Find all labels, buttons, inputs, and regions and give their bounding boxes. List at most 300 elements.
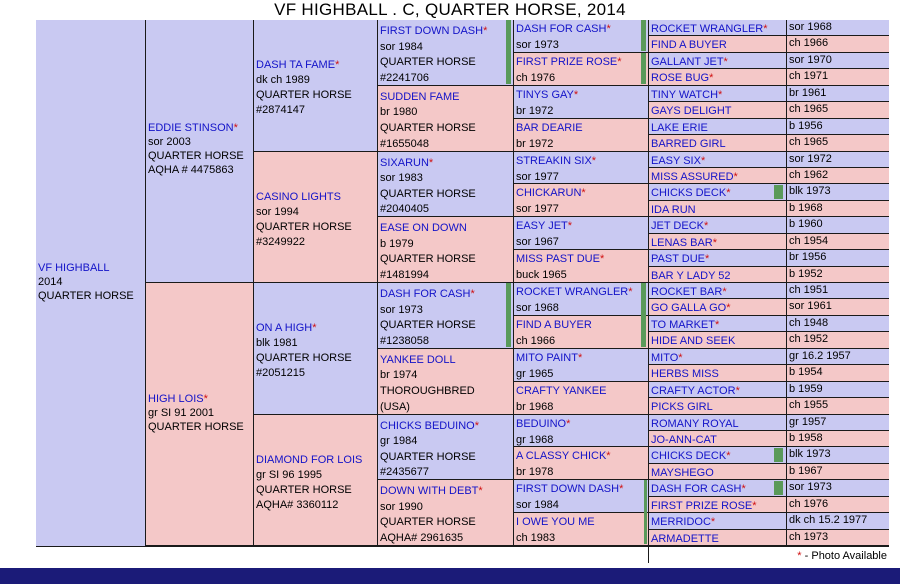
horse-name-link[interactable]: GALLANT JET xyxy=(651,55,724,68)
gen5-ancestor-name-cell xyxy=(649,497,786,512)
gen4-ancestor-cell xyxy=(514,316,648,348)
inbreeding-marker-bar xyxy=(641,283,646,347)
horse-info: AQHA# 2961635 xyxy=(380,532,464,545)
photo-available-star-icon: * xyxy=(619,483,624,496)
gen5-ancestor-name-cell xyxy=(649,53,786,68)
horse-name-link[interactable]: FIND A BUYER xyxy=(516,318,592,331)
horse-info: sor 1973 xyxy=(789,481,832,494)
horse-info: sor 2003 xyxy=(148,136,191,148)
horse-info: br 1961 xyxy=(789,86,827,99)
horse-info: blk 1973 xyxy=(789,185,831,198)
horse-info: dk ch 1989 xyxy=(256,74,310,86)
horse-name-link[interactable]: TINYS GAY xyxy=(516,88,574,101)
parent-cell xyxy=(146,20,253,282)
horse-name-link[interactable]: ROCKET BAR xyxy=(651,286,723,298)
gen5-ancestor-info-cell xyxy=(787,234,889,249)
gen5-ancestor-info-cell xyxy=(787,102,889,117)
horse-info: QUARTER HORSE xyxy=(380,319,476,332)
photo-available-star-icon: * xyxy=(678,351,683,364)
gen5-ancestor-name-cell xyxy=(649,234,786,249)
horse-name-link[interactable]: EASY SIX xyxy=(651,154,701,167)
photo-available-star-icon: * xyxy=(573,88,579,101)
photo-available-star-icon: * xyxy=(752,499,757,512)
gen5-ancestor-info-cell xyxy=(787,299,889,314)
horse-info: ch 1971 xyxy=(789,70,829,83)
horse-info: ch 1948 xyxy=(789,316,829,329)
horse-info: gr 1984 xyxy=(380,435,418,448)
gen5-ancestor-info-cell xyxy=(787,119,889,134)
gen5-ancestor-info-cell xyxy=(787,480,889,495)
great-grandparent-cell xyxy=(378,86,513,151)
horse-name-link[interactable]: MITO PAINT xyxy=(516,351,578,364)
gen4-ancestor-cell xyxy=(514,415,648,447)
inbreeding-marker-bar xyxy=(774,448,783,461)
horse-info: sor 1977 xyxy=(516,203,559,216)
horse-name-link[interactable]: HIDE AND SEEK xyxy=(651,335,736,348)
gen5-ancestor-info-cell xyxy=(787,382,889,397)
gen5-ancestor-name-cell xyxy=(649,447,786,462)
gen5-ancestor-info-cell xyxy=(787,69,889,84)
photo-available-star-icon: * xyxy=(718,88,723,101)
horse-info: gr 1957 xyxy=(789,415,827,428)
horse-name-link[interactable]: DIAMOND FOR LOIS xyxy=(256,453,363,466)
gen5-ancestor-name-cell xyxy=(649,382,786,397)
gen5-ancestor-name-cell xyxy=(649,431,786,446)
horse-info: buck 1965 xyxy=(516,269,567,282)
gen5-ancestor-info-cell xyxy=(787,184,889,199)
horse-info: ch 1976 xyxy=(516,71,556,84)
horse-name-link[interactable]: FIRST DOWN DASH xyxy=(516,483,620,496)
inbreeding-marker-bar xyxy=(774,481,783,494)
horse-info: blk 1973 xyxy=(789,448,831,461)
horse-info: QUARTER HORSE xyxy=(380,516,476,529)
gen4-ancestor-cell xyxy=(514,184,648,216)
gen5-ancestor-name-cell xyxy=(649,283,786,298)
photo-available-star-icon: * xyxy=(703,220,709,233)
horse-info: sor 1983 xyxy=(380,172,423,185)
horse-name-link[interactable]: MISS ASSURED xyxy=(651,170,734,183)
gen5-ancestor-info-cell xyxy=(787,53,889,68)
gen5-ancestor-info-cell xyxy=(787,20,889,35)
gen5-ancestor-name-cell xyxy=(649,398,786,413)
horse-info: (USA) xyxy=(380,400,410,413)
grandparent-cell xyxy=(254,415,377,546)
horse-name-link[interactable]: SIXARUN xyxy=(380,156,429,169)
gen4-ancestor-cell xyxy=(514,250,648,282)
gen4-ancestor-cell xyxy=(514,283,648,315)
horse-name-link[interactable]: ROMANY ROYAL xyxy=(651,417,739,430)
horse-name-link[interactable]: MERRIDOC xyxy=(651,516,711,529)
horse-name-link[interactable]: DASH TA FAME xyxy=(256,59,336,71)
gen5-ancestor-name-cell xyxy=(649,480,786,495)
horse-name-link[interactable]: EASY JET xyxy=(516,220,568,233)
horse-name-link[interactable]: FIRST PRIZE ROSE xyxy=(651,499,753,512)
gen5-ancestor-name-cell xyxy=(649,217,786,232)
horse-info: 2014 xyxy=(38,276,63,288)
horse-name-link[interactable]: BAR Y LADY 52 xyxy=(651,269,731,282)
gen5-ancestor-name-cell xyxy=(649,267,786,282)
photo-available-star-icon: * xyxy=(722,286,727,298)
horse-name-link[interactable]: ON A HIGH xyxy=(256,322,313,334)
horse-info: sor 1977 xyxy=(516,170,559,183)
inbreeding-marker-bar xyxy=(506,20,511,84)
gen4-ancestor-cell xyxy=(514,119,648,151)
horse-info: ch 1965 xyxy=(789,103,829,116)
page-title: VF HIGHBALL . C, QUARTER HORSE, 2014 xyxy=(274,0,626,19)
horse-info: br 1972 xyxy=(516,137,554,150)
horse-info: sor 1968 xyxy=(789,21,832,33)
gen4-ancestor-cell xyxy=(514,86,648,118)
horse-info: sor 1973 xyxy=(516,39,559,51)
gen4-ancestor-cell xyxy=(514,349,648,381)
gen5-ancestor-info-cell xyxy=(787,152,889,167)
inbreeding-marker-bar xyxy=(644,480,647,544)
gen5-ancestor-name-cell xyxy=(649,152,786,167)
gen5-ancestor-name-cell xyxy=(649,332,786,347)
horse-name-link[interactable]: TO MARKET xyxy=(651,318,715,331)
inbreeding-marker-bar xyxy=(774,185,783,198)
gen5-ancestor-name-cell xyxy=(649,201,786,216)
photo-available-star-icon: * xyxy=(483,25,488,37)
horse-info: #3249922 xyxy=(256,235,305,248)
gen5-ancestor-name-cell xyxy=(649,135,786,150)
photo-available-star-icon: * xyxy=(705,253,710,266)
footer-blank-cell xyxy=(36,547,648,563)
horse-info: ch 1973 xyxy=(789,530,829,543)
horse-info: dk ch 15.2 1977 xyxy=(789,514,868,527)
photo-available-star-icon: * xyxy=(599,253,605,266)
horse-info: sor 1970 xyxy=(789,53,832,66)
horse-info: ch 1965 xyxy=(789,136,829,149)
horse-info: gr SI 91 2001 xyxy=(148,407,215,419)
gen4-ancestor-cell xyxy=(514,480,648,512)
gen5-ancestor-info-cell xyxy=(787,332,889,347)
photo-available-star-icon: * xyxy=(203,393,208,405)
photo-available-star-icon: * xyxy=(567,220,573,233)
horse-info: QUARTER HORSE xyxy=(380,450,476,463)
gen4-ancestor-cell xyxy=(514,152,648,184)
bottom-band xyxy=(0,568,900,584)
horse-name-link[interactable]: BEDUINO xyxy=(516,417,567,430)
horse-name-link[interactable]: PICKS GIRL xyxy=(651,401,713,414)
horse-name-link[interactable]: CHICKARUN xyxy=(516,187,582,200)
gen4-ancestor-cell xyxy=(514,53,648,85)
gen5-ancestor-info-cell xyxy=(787,217,889,232)
photo-available-star-icon: * xyxy=(428,156,434,169)
horse-info: sor 1968 xyxy=(516,302,559,314)
gen5-ancestor-info-cell xyxy=(787,250,889,265)
gen5-ancestor-name-cell xyxy=(649,415,786,430)
gen5-ancestor-info-cell xyxy=(787,464,889,479)
great-grandparent-cell xyxy=(378,415,513,480)
photo-available-star-icon: * xyxy=(714,318,720,331)
gen5-ancestor-info-cell xyxy=(787,135,889,150)
horse-info: AQHA# 3360112 xyxy=(256,498,339,511)
gen5-ancestor-name-cell xyxy=(649,184,786,199)
gen5-ancestor-info-cell xyxy=(787,365,889,380)
gen5-ancestor-name-cell xyxy=(649,299,786,314)
photo-available-star-icon: * xyxy=(233,122,238,134)
photo-available-star-icon: * xyxy=(726,187,731,200)
grandparent-cell xyxy=(254,20,377,151)
horse-name-link[interactable]: GO GALLA GO xyxy=(651,302,727,315)
gen5-ancestor-info-cell xyxy=(787,283,889,298)
grandparent-cell xyxy=(254,283,377,414)
photo-available-star-icon: * xyxy=(474,419,480,432)
horse-info: gr 1965 xyxy=(516,367,554,380)
gen5-ancestor-info-cell xyxy=(787,497,889,512)
horse-info: b 1960 xyxy=(789,218,823,231)
horse-info: #2874147 xyxy=(256,104,305,116)
gen4-ancestor-cell xyxy=(514,20,648,52)
photo-available-star-icon: * xyxy=(478,485,483,498)
horse-name-link[interactable]: CHICKS DECK xyxy=(651,450,727,463)
horse-name-link[interactable]: DASH FOR CASH xyxy=(651,483,742,496)
gen5-ancestor-name-cell xyxy=(649,530,786,545)
photo-available-star-icon: * xyxy=(797,550,802,562)
horse-info: br 1978 xyxy=(516,466,554,479)
horse-name-link[interactable]: DASH FOR CASH xyxy=(380,288,471,300)
horse-name-link[interactable]: SUDDEN FAME xyxy=(380,90,460,103)
pedigree-table xyxy=(36,20,889,563)
horse-info: ch 1962 xyxy=(789,168,829,181)
photo-available-star-icon: * xyxy=(577,351,583,364)
horse-name-link[interactable]: ROCKET WRANGLER xyxy=(651,23,764,35)
horse-info: b 1968 xyxy=(789,201,823,214)
gen5-ancestor-info-cell xyxy=(787,513,889,528)
horse-name-link[interactable]: YANKEE DOLL xyxy=(380,353,456,366)
photo-available-star-icon: * xyxy=(606,23,611,35)
horse-info: b 1954 xyxy=(789,366,823,379)
photo-available-star-icon: * xyxy=(735,384,740,397)
horse-name-link[interactable]: ROCKET WRANGLER xyxy=(516,286,629,298)
horse-info: QUARTER HORSE xyxy=(256,352,352,364)
horse-info: b 1967 xyxy=(789,464,823,477)
horse-info: #1238058 xyxy=(380,334,429,347)
horse-name-link[interactable]: DASH FOR CASH xyxy=(516,23,607,35)
photo-available-star-icon: * xyxy=(726,302,731,315)
horse-name-link[interactable]: I OWE YOU ME xyxy=(516,516,595,529)
horse-name-link[interactable]: IDA RUN xyxy=(651,203,696,216)
horse-info: sor 1973 xyxy=(380,303,423,316)
horse-info: ch 1952 xyxy=(789,333,829,346)
photo-available-star-icon: * xyxy=(617,55,622,68)
gen5-ancestor-info-cell xyxy=(787,201,889,216)
horse-name-link[interactable]: HIGH LOIS xyxy=(148,393,204,405)
gen5-ancestor-info-cell xyxy=(787,86,889,101)
gen5-ancestor-info-cell xyxy=(787,530,889,545)
horse-info: b 1958 xyxy=(789,431,823,444)
horse-name-link[interactable]: BAR DEARIE xyxy=(516,121,583,134)
photo-available-star-icon: * xyxy=(606,450,611,463)
inbreeding-marker-bar xyxy=(641,20,646,51)
horse-info: QUARTER HORSE xyxy=(380,56,476,69)
horse-name-link[interactable]: JO-ANN-CAT xyxy=(651,433,717,446)
horse-info: AQHA # 4475863 xyxy=(148,164,234,176)
gen5-ancestor-name-cell xyxy=(649,250,786,265)
horse-info: QUARTER HORSE xyxy=(256,220,352,233)
gen5-ancestor-name-cell xyxy=(649,20,786,35)
horse-info: blk 1981 xyxy=(256,337,298,349)
great-grandparent-cell xyxy=(378,480,513,545)
horse-name-link[interactable]: FIND A BUYER xyxy=(651,39,727,52)
horse-name-link[interactable]: EDDIE STINSON xyxy=(148,122,234,134)
gen5-ancestor-name-cell xyxy=(649,316,786,331)
photo-available-legend-text: - Photo Available xyxy=(801,550,887,562)
horse-info: QUARTER HORSE xyxy=(256,483,352,496)
horse-info: QUARTER HORSE xyxy=(256,89,352,101)
horse-info: ch 1954 xyxy=(789,234,829,247)
photo-available-star-icon: * xyxy=(566,417,571,430)
gen5-ancestor-info-cell xyxy=(787,36,889,51)
horse-info: gr SI 96 1995 xyxy=(256,468,323,481)
horse-info: sor 1990 xyxy=(380,500,423,513)
horse-info: ch 1966 xyxy=(789,37,829,50)
horse-info: b 1952 xyxy=(789,267,823,280)
gen5-ancestor-name-cell xyxy=(649,86,786,101)
horse-info: #2435677 xyxy=(380,466,429,479)
horse-info: sor 1967 xyxy=(516,236,559,249)
horse-name-link[interactable]: PAST DUE xyxy=(651,253,705,266)
gen5-ancestor-name-cell xyxy=(649,513,786,528)
horse-name-link[interactable]: A CLASSY CHICK xyxy=(516,450,607,463)
great-grandparent-cell xyxy=(378,283,513,348)
photo-available-star-icon: * xyxy=(581,187,586,200)
photo-available-star-icon: * xyxy=(470,288,475,300)
footer-photo-legend xyxy=(649,547,889,563)
photo-available-star-icon: * xyxy=(628,286,633,298)
gen5-ancestor-name-cell xyxy=(649,464,786,479)
gen5-ancestor-name-cell xyxy=(649,168,786,183)
photo-available-star-icon: * xyxy=(712,236,718,249)
gen5-ancestor-name-cell xyxy=(649,36,786,51)
gen5-ancestor-info-cell xyxy=(787,447,889,462)
horse-name-link[interactable]: JET DECK xyxy=(651,220,704,233)
gen5-ancestor-info-cell xyxy=(787,267,889,282)
horse-info: QUARTER HORSE xyxy=(380,121,476,134)
horse-name-link[interactable]: STREAKIN SIX xyxy=(516,154,592,167)
horse-info: b 1959 xyxy=(789,382,823,395)
horse-info: sor 1972 xyxy=(789,152,832,165)
parent-cell xyxy=(146,283,253,545)
photo-available-star-icon: * xyxy=(733,170,738,183)
horse-info: THOROUGHBRED xyxy=(380,384,475,397)
gen4-ancestor-cell xyxy=(514,513,648,545)
horse-info: QUARTER HORSE xyxy=(380,253,476,266)
great-grandparent-cell xyxy=(378,349,513,414)
photo-available-star-icon: * xyxy=(710,516,716,529)
horse-name-link[interactable]: CHICKS DECK xyxy=(651,187,727,200)
horse-name-link[interactable]: ROSE BUG xyxy=(651,72,710,85)
horse-info: ch 1951 xyxy=(789,284,829,296)
gen5-ancestor-info-cell xyxy=(787,349,889,364)
horse-name-link[interactable]: DOWN WITH DEBT xyxy=(380,485,479,498)
horse-info: ch 1976 xyxy=(789,497,829,510)
horse-name-link[interactable]: FIRST PRIZE ROSE xyxy=(516,55,618,68)
inbreeding-marker-bar xyxy=(641,53,646,84)
photo-available-star-icon: * xyxy=(335,59,340,71)
great-grandparent-cell xyxy=(378,217,513,282)
great-grandparent-cell xyxy=(378,20,513,85)
photo-available-star-icon: * xyxy=(741,483,746,496)
horse-name-link[interactable]: GAYS DELIGHT xyxy=(651,105,732,118)
horse-info: QUARTER HORSE xyxy=(148,421,244,433)
photo-available-star-icon: * xyxy=(763,23,768,35)
horse-info: br 1974 xyxy=(380,369,418,382)
photo-available-star-icon: * xyxy=(700,154,706,167)
photo-available-star-icon: * xyxy=(726,450,731,463)
horse-name-link[interactable]: CASINO LIGHTS xyxy=(256,190,341,203)
horse-info: #2040405 xyxy=(380,203,429,216)
horse-info: ch 1966 xyxy=(516,334,556,347)
subject-horse-cell xyxy=(36,20,145,546)
horse-name-link[interactable]: TINY WATCH xyxy=(651,88,719,101)
photo-available-star-icon: * xyxy=(591,154,597,167)
horse-info: br 1956 xyxy=(789,251,827,264)
horse-info: sor 1961 xyxy=(789,300,832,313)
horse-name-link[interactable]: MITO xyxy=(651,351,679,364)
horse-info: br 1968 xyxy=(516,400,554,413)
horse-info: QUARTER HORSE xyxy=(38,290,134,302)
horse-info: gr 1968 xyxy=(516,433,554,446)
horse-info: #1481994 xyxy=(380,269,429,282)
horse-info: b 1956 xyxy=(789,119,823,132)
gen5-ancestor-name-cell xyxy=(649,365,786,380)
horse-name-link[interactable]: ARMADETTE xyxy=(651,532,719,545)
horse-name-link[interactable]: HERBS MISS xyxy=(651,368,719,381)
photo-available-star-icon: * xyxy=(709,72,714,85)
horse-info: ch 1983 xyxy=(516,532,556,545)
gen4-ancestor-cell xyxy=(514,382,648,414)
horse-info: #1655048 xyxy=(380,137,429,150)
gen5-ancestor-info-cell xyxy=(787,431,889,446)
horse-name-link[interactable]: VF HIGHBALL xyxy=(38,262,110,274)
horse-info: QUARTER HORSE xyxy=(148,150,244,162)
horse-info: sor 1994 xyxy=(256,205,299,218)
gen5-ancestor-name-cell xyxy=(649,119,786,134)
horse-name-link[interactable]: FIRST DOWN DASH xyxy=(380,25,484,37)
horse-info: QUARTER HORSE xyxy=(380,187,476,200)
gen5-ancestor-info-cell xyxy=(787,415,889,430)
horse-info: sor 1984 xyxy=(516,499,559,512)
inbreeding-marker-bar xyxy=(506,283,511,347)
horse-name-link[interactable]: BARRED GIRL xyxy=(651,138,726,151)
horse-name-link[interactable]: CRAFTY YANKEE xyxy=(516,384,607,397)
photo-available-star-icon: * xyxy=(723,55,728,68)
horse-info: sor 1984 xyxy=(380,40,423,53)
gen5-ancestor-name-cell xyxy=(649,69,786,84)
horse-name-link[interactable]: CRAFTY ACTOR xyxy=(651,384,736,397)
horse-name-link[interactable]: LAKE ERIE xyxy=(651,121,708,134)
grandparent-cell xyxy=(254,152,377,283)
horse-info: br 1972 xyxy=(516,104,554,117)
gen4-ancestor-cell xyxy=(514,447,648,479)
horse-name-link[interactable]: LENAS BAR xyxy=(651,236,713,249)
horse-name-link[interactable]: CHICKS BEDUINO xyxy=(380,419,475,432)
horse-info: #2241706 xyxy=(380,71,429,84)
photo-available-star-icon: * xyxy=(312,322,317,334)
horse-info: b 1979 xyxy=(380,237,414,250)
gen5-ancestor-name-cell xyxy=(649,102,786,117)
horse-name-link[interactable]: MISS PAST DUE xyxy=(516,253,600,266)
horse-info: br 1980 xyxy=(380,106,418,119)
horse-name-link[interactable]: EASE ON DOWN xyxy=(380,222,467,235)
great-grandparent-cell xyxy=(378,152,513,217)
horse-info: ch 1955 xyxy=(789,399,829,412)
horse-info: #2051215 xyxy=(256,367,305,379)
horse-name-link[interactable]: MAYSHEGO xyxy=(651,466,714,479)
gen5-ancestor-info-cell xyxy=(787,316,889,331)
